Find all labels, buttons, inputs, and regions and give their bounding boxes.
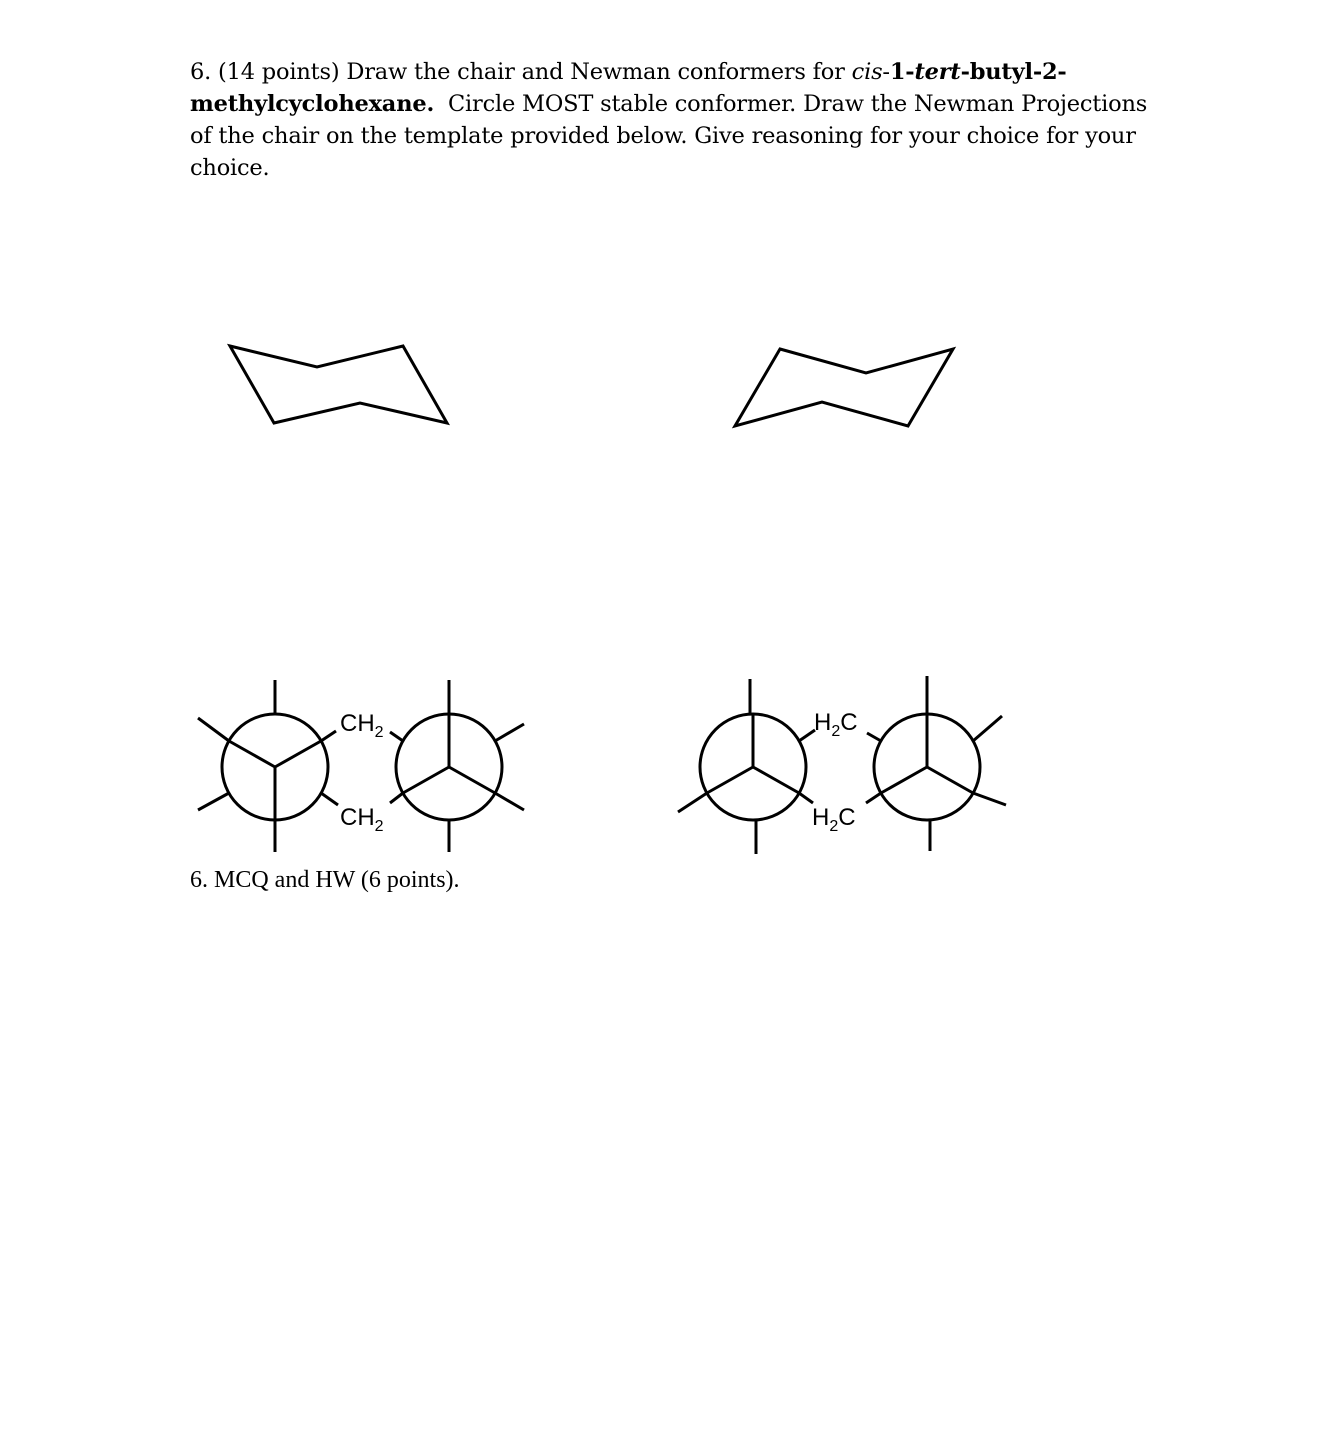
h2c-bond [866, 793, 881, 803]
h2c-bottom-label: $H_2C$ [812, 804, 856, 835]
compound-tert: tert [914, 59, 961, 85]
chair-template-left [230, 346, 447, 423]
compound-dash: - [882, 59, 890, 85]
ch2-top-label: $CH_2$ [340, 710, 384, 741]
ch2-bond [321, 793, 338, 805]
question-number: 6. [190, 59, 212, 85]
front-bond [495, 724, 524, 741]
chair-template-right [735, 349, 953, 426]
newman-left-labels [340, 710, 384, 835]
back-bond [707, 767, 753, 793]
compound-locant-1: 1- [889, 59, 915, 85]
question-intro: Draw the chair and Newman conformers for [346, 59, 845, 85]
newman-right-a [678, 679, 815, 854]
front-bond [973, 793, 1006, 805]
question-points: (14 points) [218, 59, 340, 85]
back-bond [881, 767, 927, 793]
h2c-bond [799, 793, 813, 803]
subsection-heading: 6. MCQ and HW (6 points). [190, 867, 460, 893]
ch2-bond [321, 731, 336, 741]
front-bond [678, 793, 707, 812]
newman-left-b [390, 680, 524, 852]
front-bond [495, 793, 524, 810]
h2c-bond [867, 733, 881, 741]
newman-left-a [198, 680, 338, 852]
back-bond [229, 741, 275, 767]
ch2-bond [390, 793, 403, 803]
h2c-bond [799, 730, 815, 741]
newman-right-b [866, 676, 1006, 851]
h2c-top-label: $H_2C$ [814, 709, 858, 740]
question-instructions: Circle MOST stable conformer. Draw the Newman Projections of the chair on the template provided below. Give reasoning for your choice for your choice. [190, 91, 1148, 181]
back-bond [927, 767, 973, 793]
ch2-bond [390, 732, 403, 741]
back-bond [275, 741, 321, 767]
front-bond [973, 716, 1002, 741]
back-bond [403, 767, 449, 793]
back-bond [449, 767, 495, 793]
newman-right-labels [812, 709, 858, 835]
compound-cis: cis [851, 59, 883, 85]
back-bond [753, 767, 799, 793]
compound-butyl: -butyl-2- [960, 59, 1067, 85]
ch2-bottom-label: $CH_2$ [340, 804, 384, 835]
front-bond [198, 793, 229, 810]
front-bond [198, 718, 229, 741]
compound-methylcyclohexane: methylcyclohexane. [190, 91, 435, 117]
